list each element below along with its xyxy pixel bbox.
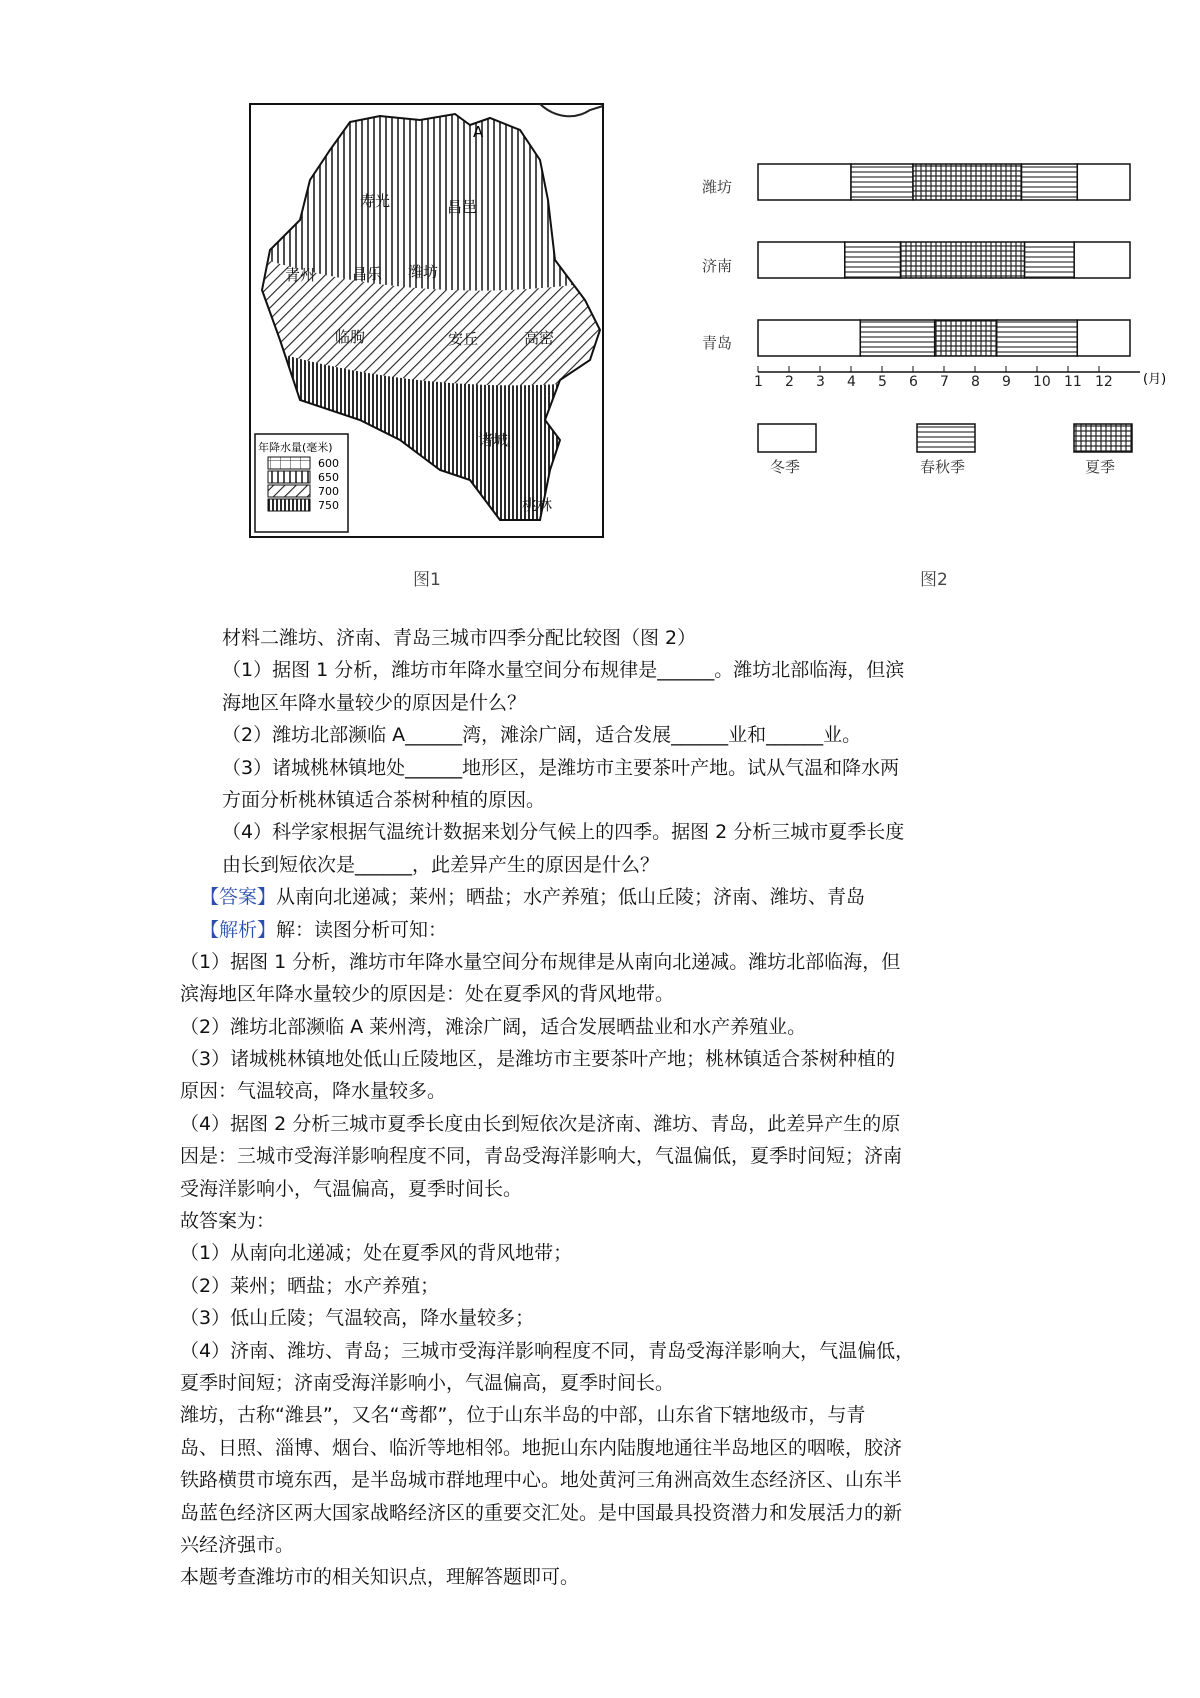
axis-tick-label: 1 xyxy=(754,374,763,390)
axis-tick-label: 7 xyxy=(940,374,949,390)
question-1-cont: 海地区年降水量较少的原因是什么？ xyxy=(222,691,527,714)
axis-tick-label: 8 xyxy=(971,374,980,390)
figures-area xyxy=(0,0,1200,600)
question-2: （2）潍坊北部濒临 A______湾，滩涂广阔，适合发展______业和______业。 xyxy=(222,724,862,747)
axis-tick-label: 5 xyxy=(878,374,887,390)
legend-label: 夏季 xyxy=(1085,458,1116,476)
analysis-2: （2）潍坊北部濒临 A 莱州湾，滩涂广阔，适合发展晒盐业和水产养殖业。 xyxy=(180,1015,807,1038)
legend-label: 冬季 xyxy=(770,458,801,476)
season-segment xyxy=(758,242,845,278)
season-segment xyxy=(1025,242,1075,278)
city-label: 高密 xyxy=(524,329,555,347)
season-segment xyxy=(860,320,934,356)
analysis-tag: 【解析】 xyxy=(200,918,277,941)
legend-value: 750 xyxy=(318,499,339,512)
figure2-caption: 图2 xyxy=(920,570,948,590)
season-segment xyxy=(1074,242,1130,278)
question-4: （4）科学家根据气温统计数据来划分气候上的四季。据图 2 分析三城市夏季长度 xyxy=(222,821,905,844)
city-label: 昌乐 xyxy=(352,265,383,283)
question-1: （1）据图 1 分析，潍坊市年降水量空间分布规律是______。潍坊北部临海，但滨 xyxy=(222,659,905,682)
legend-value: 700 xyxy=(318,485,339,498)
axis-tick-label: 10 xyxy=(1033,374,1051,390)
material-2-intro: 材料二潍坊、济南、青岛三城市四季分配比较图（图 2） xyxy=(222,627,697,649)
season-segment xyxy=(901,242,1025,278)
summary-line: 本题考查潍坊市的相关知识点，理解答题即可。 xyxy=(180,1566,580,1589)
row-label: 青岛 xyxy=(702,334,733,352)
city-label: 临朐 xyxy=(335,328,366,346)
legend-winter-swatch xyxy=(758,424,816,452)
weifang-paragraph: 岛蓝色经济区两大国家战略经济区的重要交汇处。是中国最具投资潜力和发展活力的新 xyxy=(180,1501,903,1524)
question-4-cont: 由长到短依次是______，此差异产生的原因是什么？ xyxy=(222,853,660,876)
season-segment xyxy=(845,242,901,278)
season-segment xyxy=(1077,320,1130,356)
map-label-A: A xyxy=(473,123,484,141)
city-label: 诸城 xyxy=(478,431,509,449)
city-label: 昌邑 xyxy=(447,198,478,216)
weifang-paragraph: 铁路横贯市境东西，是半岛城市群地理中心。地处黄河三角洲高效生态经济区、山东半 xyxy=(180,1469,903,1492)
season-segment xyxy=(758,164,851,200)
season-segment xyxy=(758,320,860,356)
answer-line xyxy=(180,881,1010,913)
analysis-4-cont: 因是：三城市受海洋影响程度不同，青岛受海洋影响大，气温偏低，夏季时间短；济南 xyxy=(180,1145,903,1168)
axis-tick-label: 2 xyxy=(785,374,794,390)
season-segment xyxy=(851,164,913,200)
city-label: 青州 xyxy=(285,266,316,284)
final-answer-3: （3）低山丘陵；气温较高，降水量较多； xyxy=(180,1307,535,1330)
final-answer-4-cont: 夏季时间短；济南受海洋影响小，气温偏高，夏季时间长。 xyxy=(180,1371,675,1394)
answer-tag: 【答案】 xyxy=(200,886,277,909)
analysis-line xyxy=(180,914,1010,946)
row-label: 潍坊 xyxy=(702,178,733,196)
axis-tick-label: 9 xyxy=(1002,374,1011,390)
final-answer-1: （1）从南向北递减；处在夏季风的背风地带； xyxy=(180,1242,573,1265)
legend-label: 春秋季 xyxy=(920,458,966,476)
question-and-answer-text xyxy=(180,622,1010,1594)
analysis-4-cont2: 受海洋影响小，气温偏高，夏季时间长。 xyxy=(180,1177,523,1200)
analysis-3-cont: 原因：气温较高，降水量较多。 xyxy=(180,1080,447,1103)
map-legend-title: 年降水量(毫米) xyxy=(258,441,333,454)
final-answer-intro: 故答案为： xyxy=(180,1210,276,1233)
city-label: 安丘 xyxy=(448,330,479,348)
analysis-1-cont: 滨海地区年降水量较少的原因是：处在夏季风的背风地带。 xyxy=(180,983,675,1006)
weifang-paragraph: 岛、日照、淄博、烟台、临沂等地相邻。地扼山东内陆腹地通往半岛地区的咽喉，胶济 xyxy=(180,1436,903,1459)
figure1-map xyxy=(0,0,1200,600)
legend-springautumn-swatch xyxy=(917,424,975,452)
axis-tick-label: 11 xyxy=(1064,374,1082,390)
answer-text: 从南向北递减；莱州；晒盐；水产养殖；低山丘陵；济南、潍坊、青岛 xyxy=(276,886,866,909)
question-3-cont: 方面分析桃林镇适合茶树种植的原因。 xyxy=(222,788,546,811)
axis-tick-label: 3 xyxy=(816,374,825,390)
city-label: 潍坊 xyxy=(408,263,439,281)
analysis-4: （4）据图 2 分析三城市夏季长度由长到短依次是济南、潍坊、青岛，此差异产生的原 xyxy=(180,1112,901,1135)
figure2-chart xyxy=(702,164,1166,476)
season-segment xyxy=(1077,164,1130,200)
question-3: （3）诸城桃林镇地处______地形区，是潍坊市主要茶叶产地。试从气温和降水两 xyxy=(222,756,900,779)
legend-summer-swatch xyxy=(1074,424,1132,452)
season-segment xyxy=(1022,164,1078,200)
analysis-1: （1）据图 1 分析，潍坊市年降水量空间分布规律是从南向北递减。潍坊北部临海，但 xyxy=(180,950,901,973)
analysis-3: （3）诸城桃林镇地处低山丘陵地区，是潍坊市主要茶叶产地；桃林镇适合茶树种植的 xyxy=(180,1048,896,1071)
analysis-text: 解：读图分析可知： xyxy=(276,918,448,941)
season-segment xyxy=(997,320,1078,356)
final-answer-4: （4）济南、潍坊、青岛；三城市受海洋影响程度不同，青岛受海洋影响大，气温偏低， xyxy=(180,1339,915,1362)
city-label: 桃林 xyxy=(522,496,553,514)
axis-tick-label: 12 xyxy=(1095,374,1113,390)
weifang-paragraph: 潍坊，古称“潍县”，又名“鸢都”，位于山东半岛的中部，山东省下辖地级市，与青 xyxy=(180,1404,866,1427)
legend-value: 650 xyxy=(318,471,339,484)
city-label: 寿光 xyxy=(360,192,391,210)
axis-unit: (月) xyxy=(1143,372,1167,387)
final-answer-2: （2）莱州；晒盐；水产养殖； xyxy=(180,1274,440,1297)
axis-tick-label: 6 xyxy=(909,374,918,390)
axis-tick-label: 4 xyxy=(847,374,856,390)
legend-value: 600 xyxy=(318,457,339,470)
season-segment xyxy=(935,320,997,356)
season-segment xyxy=(913,164,1022,200)
row-label: 济南 xyxy=(702,257,733,275)
weifang-paragraph: 兴经济强市。 xyxy=(180,1533,295,1556)
figure1-caption: 图1 xyxy=(413,570,441,590)
